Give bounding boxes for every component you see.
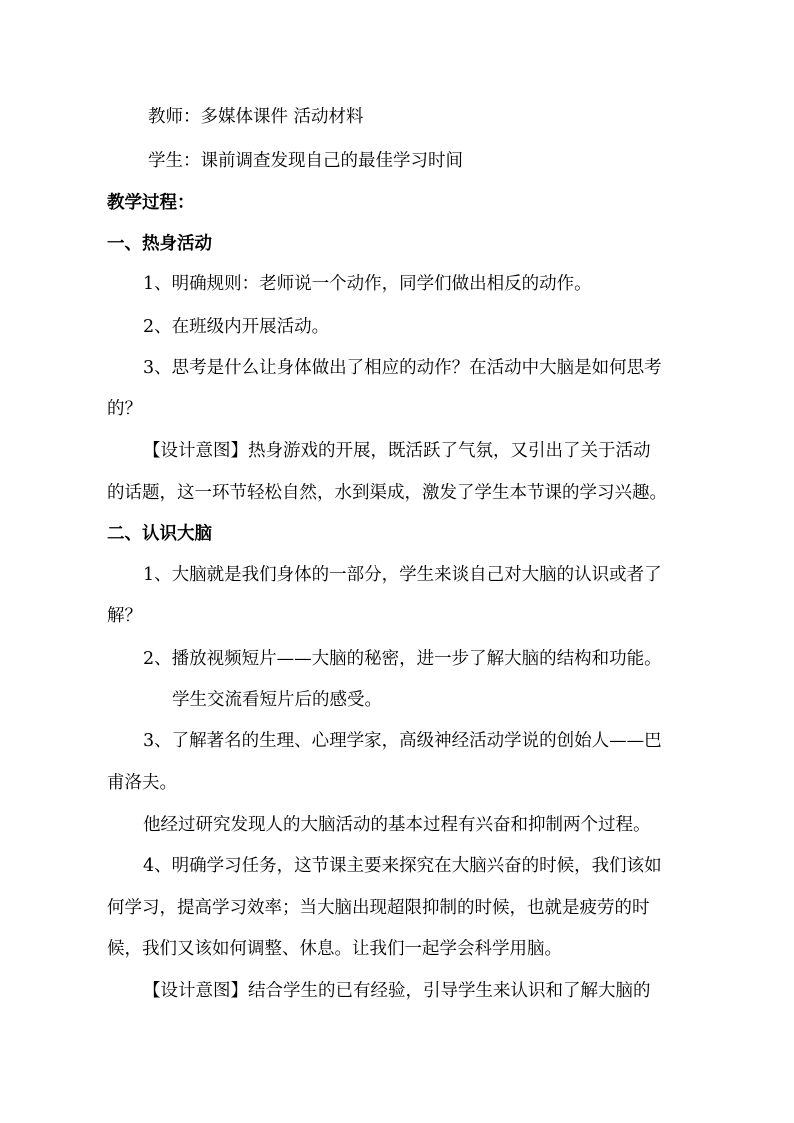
section1-design-intent-continued: 的话题，这一环节轻松自然，水到渠成，激发了学生本节课的学习兴趣。 (107, 483, 667, 503)
section1-item-continued: 的？ (107, 399, 142, 419)
section2-item-continued: 解？ (107, 606, 142, 626)
section1-item: 2、在班级内开展活动。 (143, 317, 330, 337)
section1-heading: 一、热身活动 (107, 234, 212, 254)
section2-item: 4、明确学习任务，这节课主要来探究在大脑兴奋的时候，我们该如 (143, 856, 662, 876)
section2-item-continued: 候，我们又该如何调整、休息。让我们一起学会科学用脑。 (107, 939, 562, 959)
section2-item: 3、了解著名的生理、心理学家，高级神经活动学说的创始人——巴 (143, 731, 662, 751)
section1-item: 3、思考是什么让身体做出了相应的动作？在活动中大脑是如何思考 (143, 358, 662, 378)
section2-item: 1、大脑就是我们身体的一部分，学生来谈自己对大脑的认识或者了 (143, 565, 662, 585)
section1-item: 1、明确规则：老师说一个动作，同学们做出相反的动作。 (143, 274, 592, 294)
section2-design-intent: 【设计意图】结合学生的已有经验，引导学生来认识和了解大脑的 (143, 981, 651, 1001)
process-heading: 教学过程： (107, 193, 195, 213)
section2-item-continued: 甫洛夫。 (107, 773, 177, 793)
section2-item-note: 他经过研究发现人的大脑活动的基本过程有兴奋和抑制两个过程。 (143, 815, 651, 835)
section2-heading: 二、认识大脑 (107, 524, 212, 544)
section2-item: 2、播放视频短片——大脑的秘密，进一步了解大脑的结构和功能。 (143, 649, 662, 669)
section1-design-intent: 【设计意图】热身游戏的开展，既活跃了气氛，又引出了关于活动 (143, 441, 651, 461)
materials-teacher: 教师：多媒体课件 活动材料 (148, 107, 364, 127)
section2-item-continued: 何学习，提高学习效率；当大脑出现超限抑制的时候，也就是疲劳的时 (107, 898, 650, 918)
materials-student: 学生：课前调查发现自己的最佳学习时间 (148, 151, 463, 171)
section2-item-note: 学生交流看短片后的感受。 (172, 690, 382, 710)
